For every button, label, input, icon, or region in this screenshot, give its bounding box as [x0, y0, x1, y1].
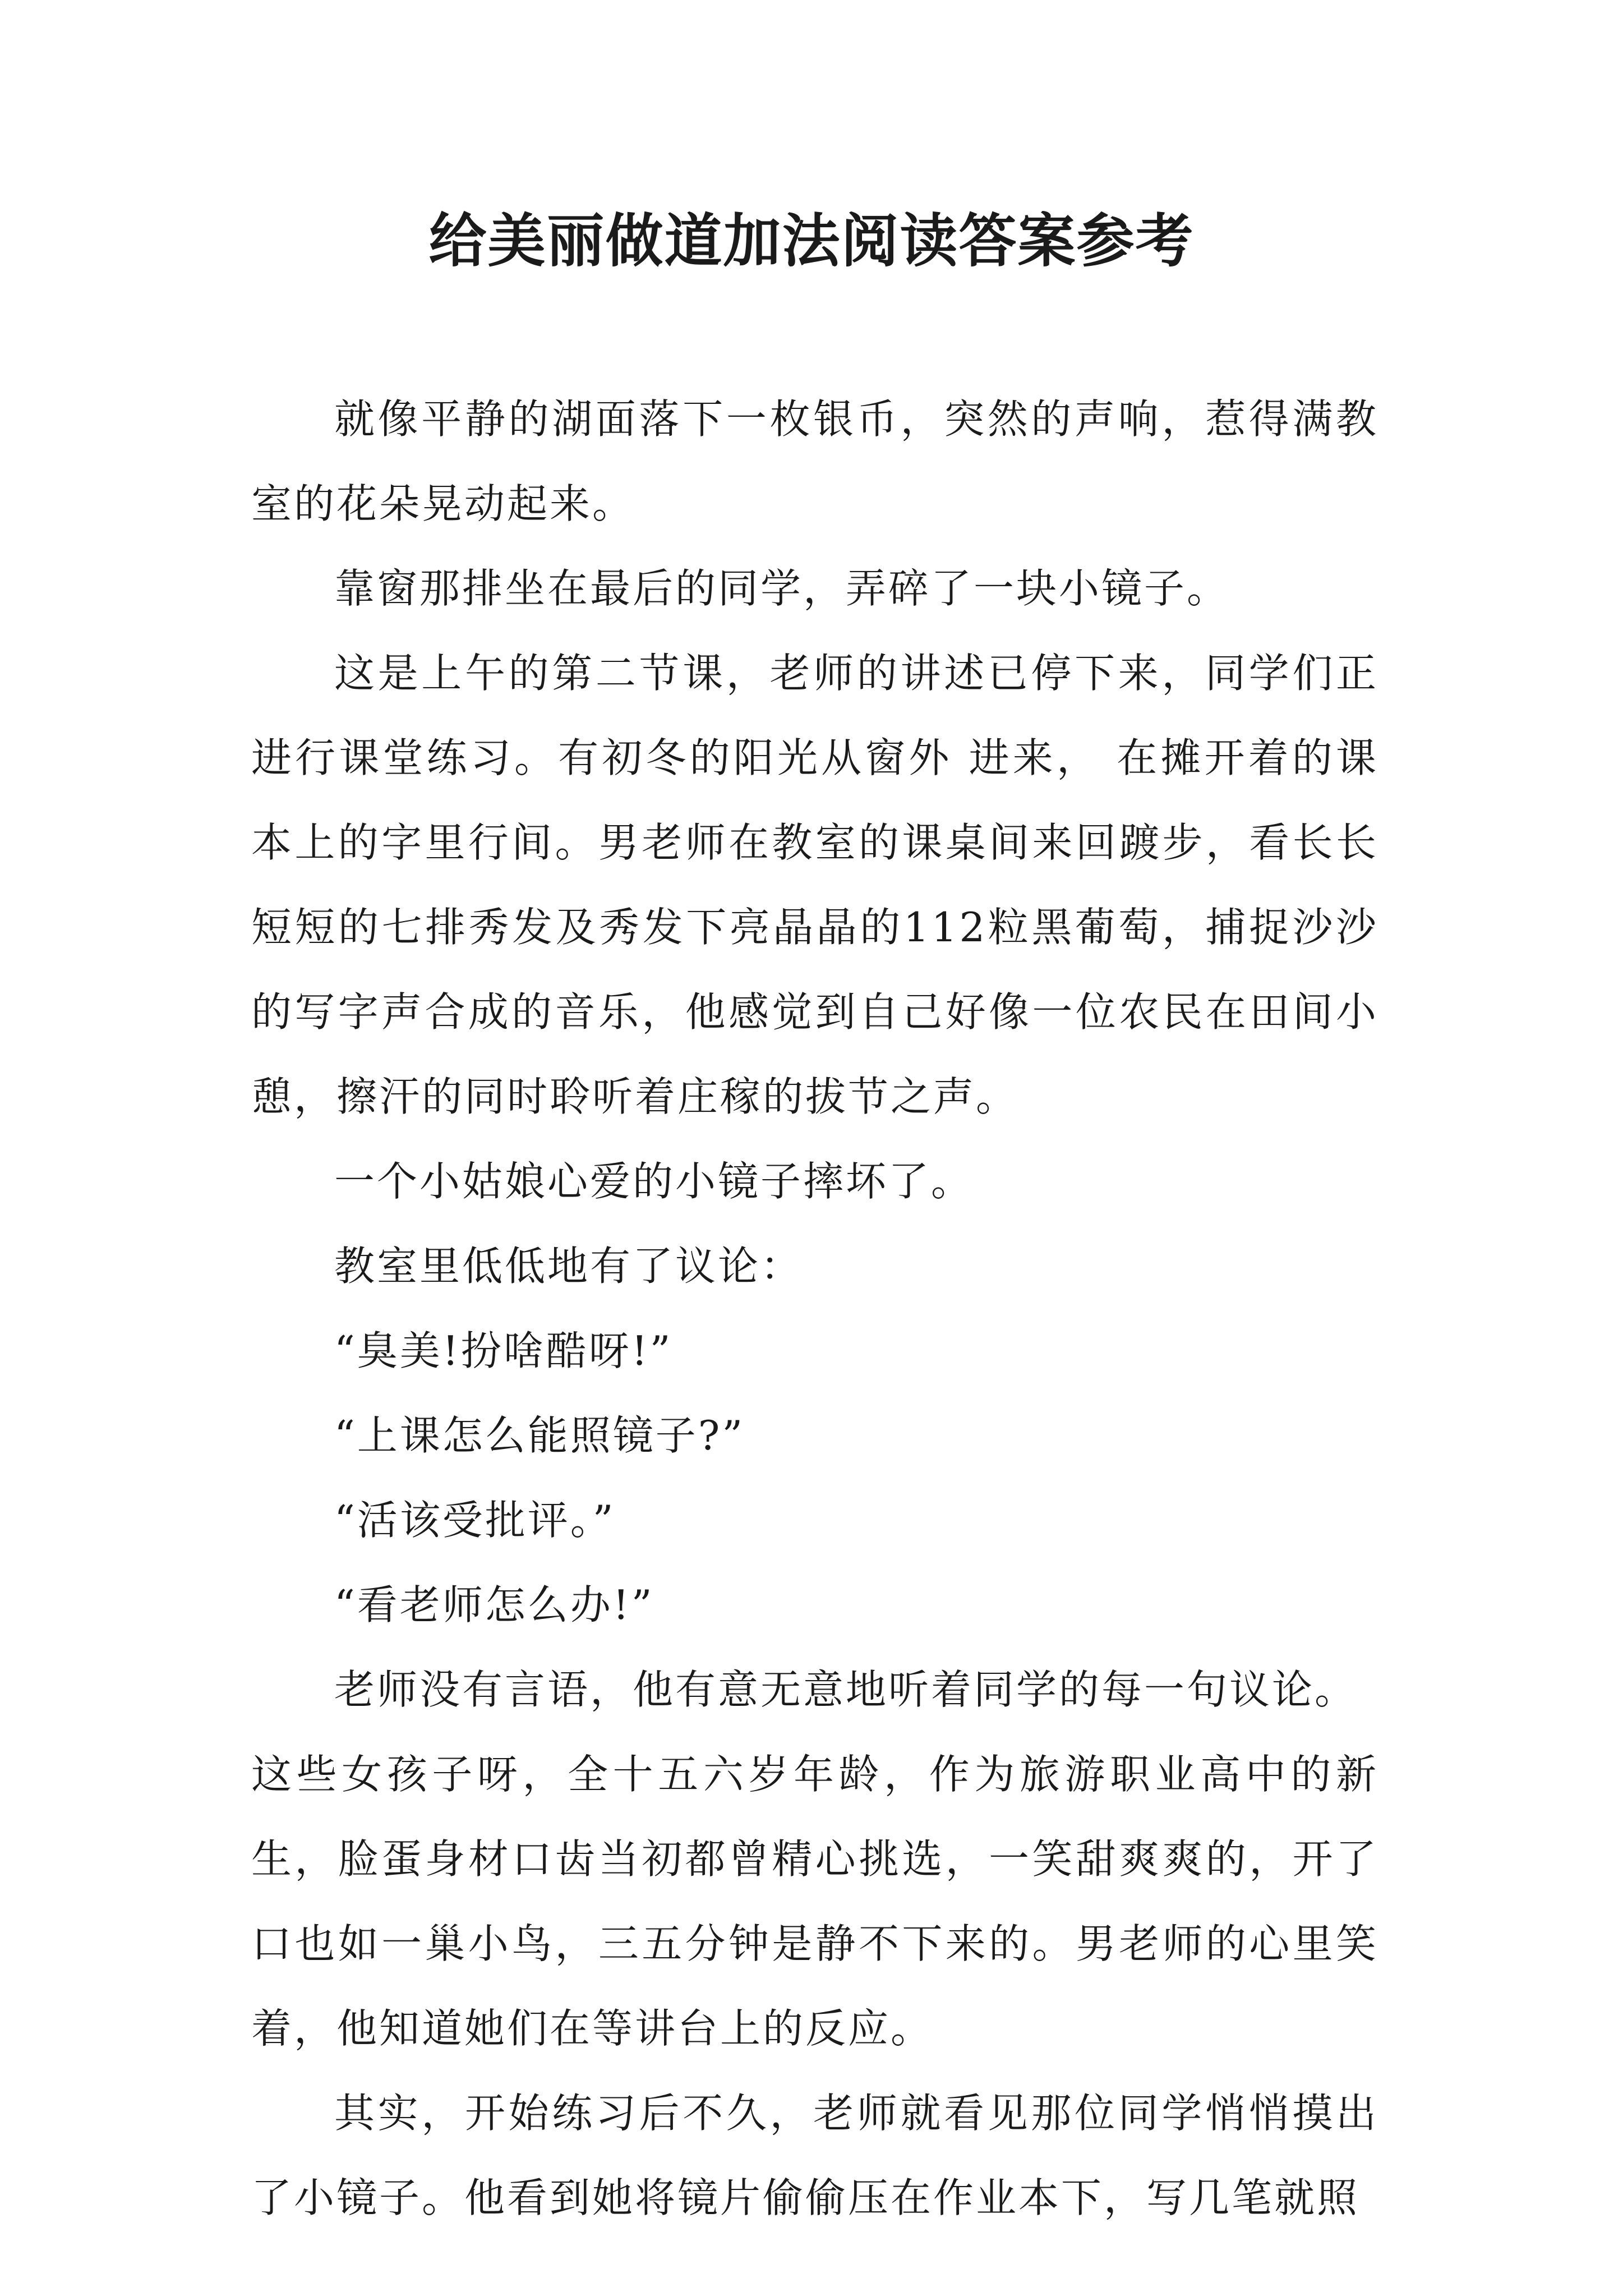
quote-4: “看老师怎么办!” — [334, 1581, 654, 1628]
quote-3: “活该受批评。” — [334, 1497, 616, 1544]
paragraph-2: 靠窗那排坐在最后的同学，弄碎了一块小镜子。 — [334, 565, 1230, 612]
quote-1: “臭美!扮啥酷呀!” — [334, 1327, 673, 1374]
paragraph-3: 这是上午的第二节课，老师的讲述已停下来，同学们正进行课堂练习。有初冬的阳光从窗外 进来， 在摊开着的课本上的字里行间。男老师在教室的课桌间来回踱步，看长长短短的七排秀发及秀发下亮晶晶的112粒黑葡萄，捕捉沙沙的写字声合成的音乐，他感觉到自己好像一位农民在田间小憩，擦汗的同时聆听着庄稼的拔节之声。 — [251, 650, 1378, 1120]
document-title: 给美丽做道加法阅读答案参考 — [428, 207, 1195, 275]
paragraph-5: 教室里低低地有了议论： — [334, 1243, 804, 1290]
document-body — [251, 377, 1378, 2240]
paragraph-6: 老师没有言语，他有意无意地听着同学的每一句议论。 — [334, 1666, 1358, 1713]
paragraph-7: 其实，开始练习后不久，老师就看见那位同学悄悄摸出了小镜子。他看到她将镜片偷偷压在作业本下，写几笔就照 — [251, 2090, 1378, 2221]
paragraph-4: 一个小姑娘心爱的小镜子摔坏了。 — [334, 1158, 974, 1205]
quote-2: “上课怎么能照镜子?” — [334, 1412, 745, 1459]
paragraph-6-continued: 这些女孩子呀，全十五六岁年龄，作为旅游职业高中的新生，脸蛋身材口齿当初都曾精心挑选，一笑甜爽爽的，开了口也如一巢小鸟，三五分钟是静不下来的。男老师的心里笑着，他知道她们在等讲台上的反应。 — [251, 1751, 1378, 2052]
paragraph-1: 就像平静的湖面落下一枚银币，突然的声响，惹得满教室的花朵晃动起来。 — [251, 395, 1378, 527]
